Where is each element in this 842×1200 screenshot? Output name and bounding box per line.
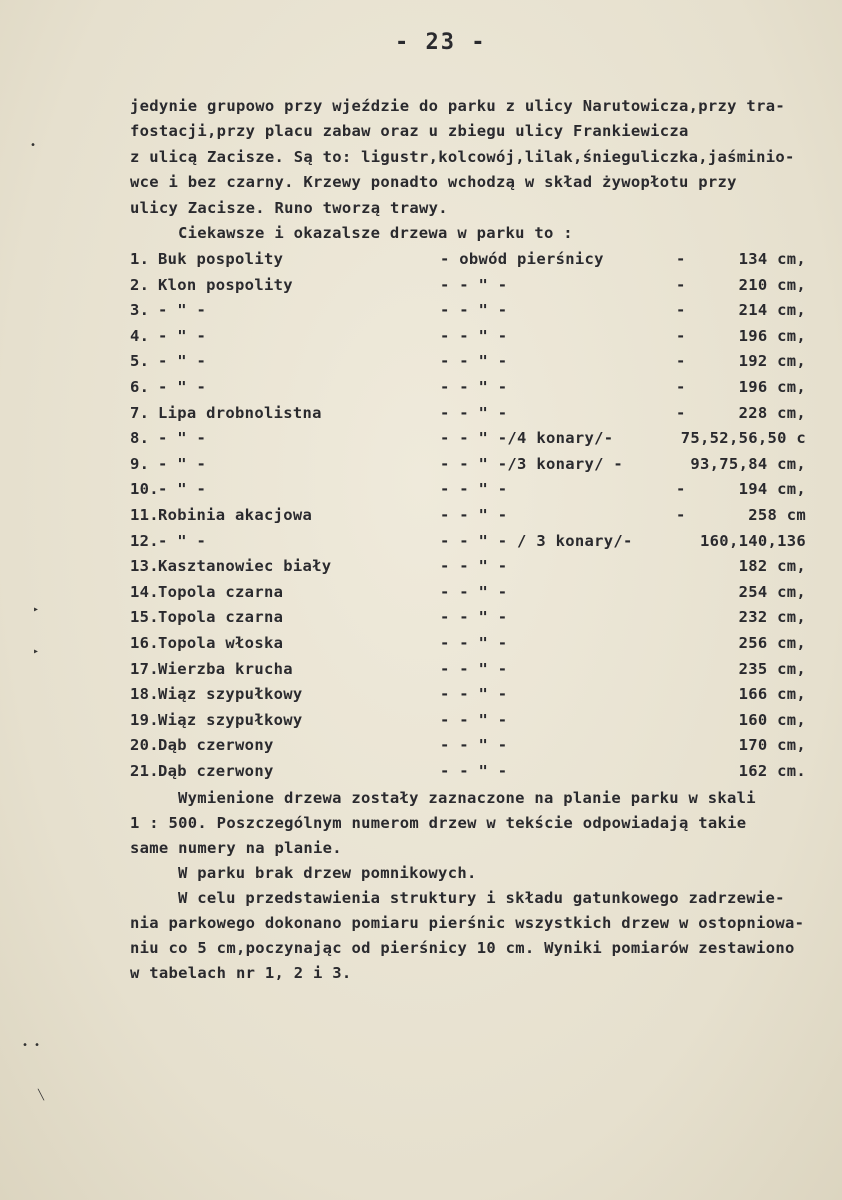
tree-value: 258 cm <box>748 506 806 524</box>
tree-name: Topola czarna <box>158 608 284 626</box>
tree-measure-label: - - " - <box>440 480 508 498</box>
tree-dash: - <box>676 480 686 498</box>
tree-number: 18. <box>130 685 159 703</box>
tree-measure-label: - - " - <box>440 327 508 345</box>
tree-dash: - <box>676 378 686 396</box>
tree-number: 14. <box>130 583 159 601</box>
tree-number: 4. <box>130 327 150 345</box>
tree-number: 5. <box>130 352 150 370</box>
text-line: niu co 5 cm,poczynając od pierśnicy 10 cm. Wyniki pomiarów zestawiono <box>130 939 795 957</box>
tree-name: Wierzba krucha <box>158 660 293 678</box>
tree-name: - " - <box>158 327 207 345</box>
tree-measure-label: - - " - <box>440 378 508 396</box>
tree-name: Topola czarna <box>158 583 284 601</box>
tree-dash: - <box>676 404 686 422</box>
text-line: W parku brak drzew pomnikowych. <box>178 864 477 882</box>
tree-measure-label: - - " - <box>440 557 508 575</box>
tree-name: Robinia akacjowa <box>158 506 313 524</box>
tree-measure-label: - - " - <box>440 762 508 780</box>
page-number: - 23 - <box>395 30 487 55</box>
table-intro: Ciekawsze i okazalsze drzewa w parku to : <box>178 224 573 242</box>
tree-number: 3. <box>130 301 150 319</box>
tree-name: - " - <box>158 378 207 396</box>
tree-value: 93,75,84 cm, <box>690 455 806 473</box>
tree-value: 232 cm, <box>738 608 806 626</box>
tree-value: 256 cm, <box>738 634 806 652</box>
tree-measure-label: - - " - <box>440 583 508 601</box>
tree-name: - " - <box>158 429 207 447</box>
tree-number: 20. <box>130 736 159 754</box>
tree-number: 6. <box>130 378 150 396</box>
tree-name: Dąb czerwony <box>158 762 274 780</box>
tree-value: 182 cm, <box>738 557 806 575</box>
tree-measure-label: - - " - <box>440 634 508 652</box>
tree-name: - " - <box>158 480 207 498</box>
tree-measure-label: - obwód pierśnicy <box>440 250 604 268</box>
tree-measure-label: - - " - <box>440 276 508 294</box>
tree-name: Topola włoska <box>158 634 284 652</box>
tree-number: 7. <box>130 404 150 422</box>
tree-name: Dąb czerwony <box>158 736 274 754</box>
tree-name: Klon pospolity <box>158 276 293 294</box>
tree-number: 21. <box>130 762 159 780</box>
tree-number: 17. <box>130 660 159 678</box>
tree-value: 235 cm, <box>738 660 806 678</box>
text-line: W celu przedstawienia struktury i składu gatunkowego zadrzewie- <box>178 889 785 907</box>
tree-number: 2. <box>130 276 150 294</box>
tree-value: 196 cm, <box>738 378 806 396</box>
tree-value: 134 cm, <box>738 250 806 268</box>
tree-name: Wiąz szypułkowy <box>158 711 303 729</box>
tree-number: 16. <box>130 634 159 652</box>
margin-mark: • • <box>22 1040 41 1051</box>
text-line: same numery na planie. <box>130 839 342 857</box>
tree-value: 194 cm, <box>738 480 806 498</box>
tree-dash: - <box>676 506 686 524</box>
tree-number: 10. <box>130 480 159 498</box>
margin-mark: • <box>30 140 37 151</box>
tree-name: Lipa drobnolistna <box>158 404 322 422</box>
text-line: 1 : 500. Poszczególnym numerom drzew w tekście odpowiadają takie <box>130 814 747 832</box>
tree-number: 15. <box>130 608 159 626</box>
text-line: wce i bez czarny. Krzewy ponadto wchodzą w skład żywopłotu przy <box>130 173 737 191</box>
tree-measure-label: - - " - <box>440 711 508 729</box>
tree-dash: - <box>676 301 686 319</box>
tree-measure-label: - - " - / 3 konary/- <box>440 532 633 550</box>
tree-number: 9. <box>130 455 150 473</box>
tree-number: 13. <box>130 557 159 575</box>
text-line: ulicy Zacisze. Runo tworzą trawy. <box>130 199 448 217</box>
tree-number: 11. <box>130 506 159 524</box>
tree-number: 8. <box>130 429 150 447</box>
tree-measure-label: - - " - <box>440 660 508 678</box>
tree-value: 160 cm, <box>738 711 806 729</box>
tree-measure-label: - - " - <box>440 736 508 754</box>
tree-value: 162 cm. <box>738 762 806 780</box>
tree-measure-label: - - " - <box>440 506 508 524</box>
tree-dash: - <box>676 327 686 345</box>
tree-value: 210 cm, <box>738 276 806 294</box>
tree-dash: - <box>676 250 686 268</box>
tree-number: 1. <box>130 250 150 268</box>
margin-mark: ▸ <box>33 604 40 615</box>
tree-measure-label: - - " - <box>440 608 508 626</box>
tree-value: 75,52,56,50 c <box>680 429 806 447</box>
text-line: z ulicą Zacisze. Są to: ligustr,kolcowój,lilak,śnieguliczka,jaśminio- <box>130 148 795 166</box>
tree-value: 196 cm, <box>738 327 806 345</box>
tree-number: 19. <box>130 711 159 729</box>
tree-value: 160,140,136 <box>700 532 806 550</box>
tree-value: 170 cm, <box>738 736 806 754</box>
tree-measure-label: - - " - <box>440 685 508 703</box>
tree-name: - " - <box>158 455 207 473</box>
tree-measure-label: - - " - <box>440 404 508 422</box>
text-line: fostacji,przy placu zabaw oraz u zbiegu ulicy Frankiewicza <box>130 122 689 140</box>
tree-measure-label: - - " - <box>440 301 508 319</box>
text-line: w tabelach nr 1, 2 i 3. <box>130 964 352 982</box>
tree-name: - " - <box>158 352 207 370</box>
tree-name: Wiąz szypułkowy <box>158 685 303 703</box>
text-line: Wymienione drzewa zostały zaznaczone na planie parku w skali <box>178 789 756 807</box>
tree-measure-label: - - " -/3 konary/ - <box>440 455 624 473</box>
tree-value: 254 cm, <box>738 583 806 601</box>
tree-measure-label: - - " - <box>440 352 508 370</box>
text-line: jedynie grupowo przy wjeździe do parku z ulicy Narutowicza,przy tra- <box>130 97 785 115</box>
tree-measure-label: - - " -/4 konary/- <box>440 429 614 447</box>
tree-number: 12. <box>130 532 159 550</box>
tree-value: 228 cm, <box>738 404 806 422</box>
tree-name: - " - <box>158 532 207 550</box>
tree-value: 214 cm, <box>738 301 806 319</box>
margin-mark: ╲ <box>38 1090 45 1101</box>
tree-dash: - <box>676 276 686 294</box>
tree-name: Buk pospolity <box>158 250 284 268</box>
tree-value: 166 cm, <box>738 685 806 703</box>
text-line: nia parkowego dokonano pomiaru pierśnic wszystkich drzew w ostopniowa- <box>130 914 805 932</box>
tree-name: Kasztanowiec biały <box>158 557 332 575</box>
tree-dash: - <box>676 352 686 370</box>
margin-mark: ▸ <box>33 646 40 657</box>
tree-value: 192 cm, <box>738 352 806 370</box>
tree-name: - " - <box>158 301 207 319</box>
